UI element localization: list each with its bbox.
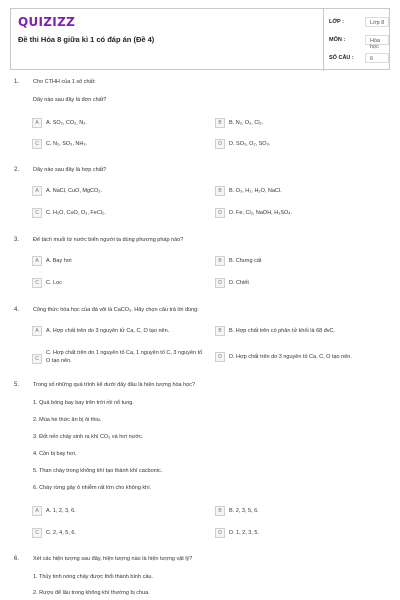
question-line: 4. Cồn bị bay hơi.	[33, 451, 77, 457]
option-letter-box: B	[215, 186, 225, 196]
option-letter-box: A	[32, 256, 42, 266]
option-letter-box: B	[215, 256, 225, 266]
question-line: Dãy nào sau đây là đơn chất?	[33, 97, 107, 103]
meta-count-label: SỐ CÂU :	[329, 55, 354, 61]
option-text: B. O₃, H₂, H₂O, NaCl.	[229, 188, 282, 194]
option-letter-box: C	[32, 278, 42, 288]
option-letter-box: A	[32, 506, 42, 516]
question-line: 2. Rượu để lâu trong không khí thường bị chua.	[33, 590, 150, 596]
option-text: D. SO₂, O₂, SO₃.	[229, 141, 271, 147]
option-text: A. SO₂, CO₂, N₂.	[46, 120, 87, 126]
question-text: Trong số những quá trình kể dưới đây đâu là hiện tượng hóa học?	[33, 382, 196, 388]
option-letter-box: D	[215, 528, 225, 538]
option-text: C. 2, 4, 5, 6.	[46, 530, 76, 536]
quizizz-logo: QUIZIZZ	[18, 15, 76, 29]
option-text: B. Chưng cất	[229, 258, 262, 264]
question-number: 6.	[14, 556, 20, 562]
option-letter-box: B	[215, 326, 225, 336]
option-letter-box: C	[32, 139, 42, 149]
question-number: 4.	[14, 307, 20, 313]
meta-subject-label: MÔN :	[329, 37, 346, 43]
question-line: 6. Cháy rừng gây ô nhiễm rất lớn cho không khí.	[33, 485, 152, 491]
question-text: Cho CTHH của 1 số chất:	[33, 79, 96, 85]
option-text: D. Hợp chất trên do 3 nguyên tố Ca, C, O tạo nên.	[229, 354, 352, 360]
meta-subject-value: Hóa học	[365, 35, 389, 45]
question-number: 3.	[14, 237, 20, 243]
header-divider	[323, 9, 324, 71]
question-line: 5. Than cháy trong không khí tạo thành khí cacbonic.	[33, 468, 163, 474]
option-letter-box: A	[32, 326, 42, 336]
option-letter-box: D	[215, 139, 225, 149]
question-number: 1.	[14, 79, 20, 85]
option-text: A. NaCl, CuO, MgCO₃.	[46, 188, 103, 194]
option-text: A. 1, 2, 3, 6.	[46, 508, 76, 514]
option-letter-box: C	[32, 208, 42, 218]
option-text: D. Chiết	[229, 280, 249, 286]
question-line: 2. Mùa hè thức ăn bị ôi thiu.	[33, 417, 102, 423]
option-text: B. N₂, O₂, Cl₂.	[229, 120, 264, 126]
option-letter-box: D	[215, 278, 225, 288]
option-letter-box: A	[32, 118, 42, 128]
option-letter-box: A	[32, 186, 42, 196]
option-text: B. Hợp chất trên có phân tử khối là 68 đvC.	[229, 328, 336, 334]
option-letter-box: D	[215, 352, 225, 362]
question-text: Dãy nào sau đây là hợp chất?	[33, 167, 107, 173]
question-number: 5.	[14, 382, 20, 388]
option-text: C. N₂, SO₃, NH₃.	[46, 141, 88, 147]
option-text: A. Bay hơi	[46, 258, 72, 264]
option-text: D. 1, 2, 3, 5.	[229, 530, 259, 536]
option-text: B. 2, 3, 5, 6.	[229, 508, 259, 514]
question-line: 1. Thủy tinh nóng chảy được thổi thành bình cầu.	[33, 574, 154, 580]
option-text: A. Hợp chất trên do 3 nguyên tử Ca, C, O tạo nên.	[46, 328, 170, 334]
option-letter-box: C	[32, 354, 42, 364]
option-text: C. Lọc	[46, 280, 62, 286]
option-letter-box: D	[215, 208, 225, 218]
worksheet-header	[10, 8, 390, 70]
question-text: Xét các hiện tượng sau đây, hiện tượng nào là hiện tượng vật lý?	[33, 556, 193, 562]
question-text: Công thức hóa học của đá vôi là CaCO₃. Hãy chọn câu trả lời đúng:	[33, 307, 199, 313]
meta-class-label: LỚP :	[329, 19, 344, 25]
option-text: C. H₂O, CuO, O₃, FeCl₂.	[46, 210, 106, 216]
option-text: D. Fe, Cl₂, NaOH, H₂SO₄.	[229, 210, 293, 216]
option-text: C. Hợp chất trên do 1 nguyên tố Ca, 1 nguyên tố C, 3 nguyên tố O tạo nên.	[46, 350, 203, 364]
question-text: Để tách muối từ nước biển người ta dùng phương pháp nào?	[33, 237, 184, 243]
question-line: 3. Đốt nến cháy sinh ra khí CO₂ và hơi nước.	[33, 434, 144, 440]
meta-count-value: 6	[365, 53, 389, 63]
option-letter-box: B	[215, 118, 225, 128]
document-title: Đề thi Hóa 8 giữa kì 1 có đáp án (Đề 4)	[18, 35, 155, 44]
meta-class-value: Lớp 8	[365, 17, 389, 27]
question-number: 2.	[14, 167, 20, 173]
option-letter-box: C	[32, 528, 42, 538]
option-letter-box: B	[215, 506, 225, 516]
question-line: 1. Quả bóng bay bay trên trời rồi nổ tung.	[33, 400, 134, 406]
